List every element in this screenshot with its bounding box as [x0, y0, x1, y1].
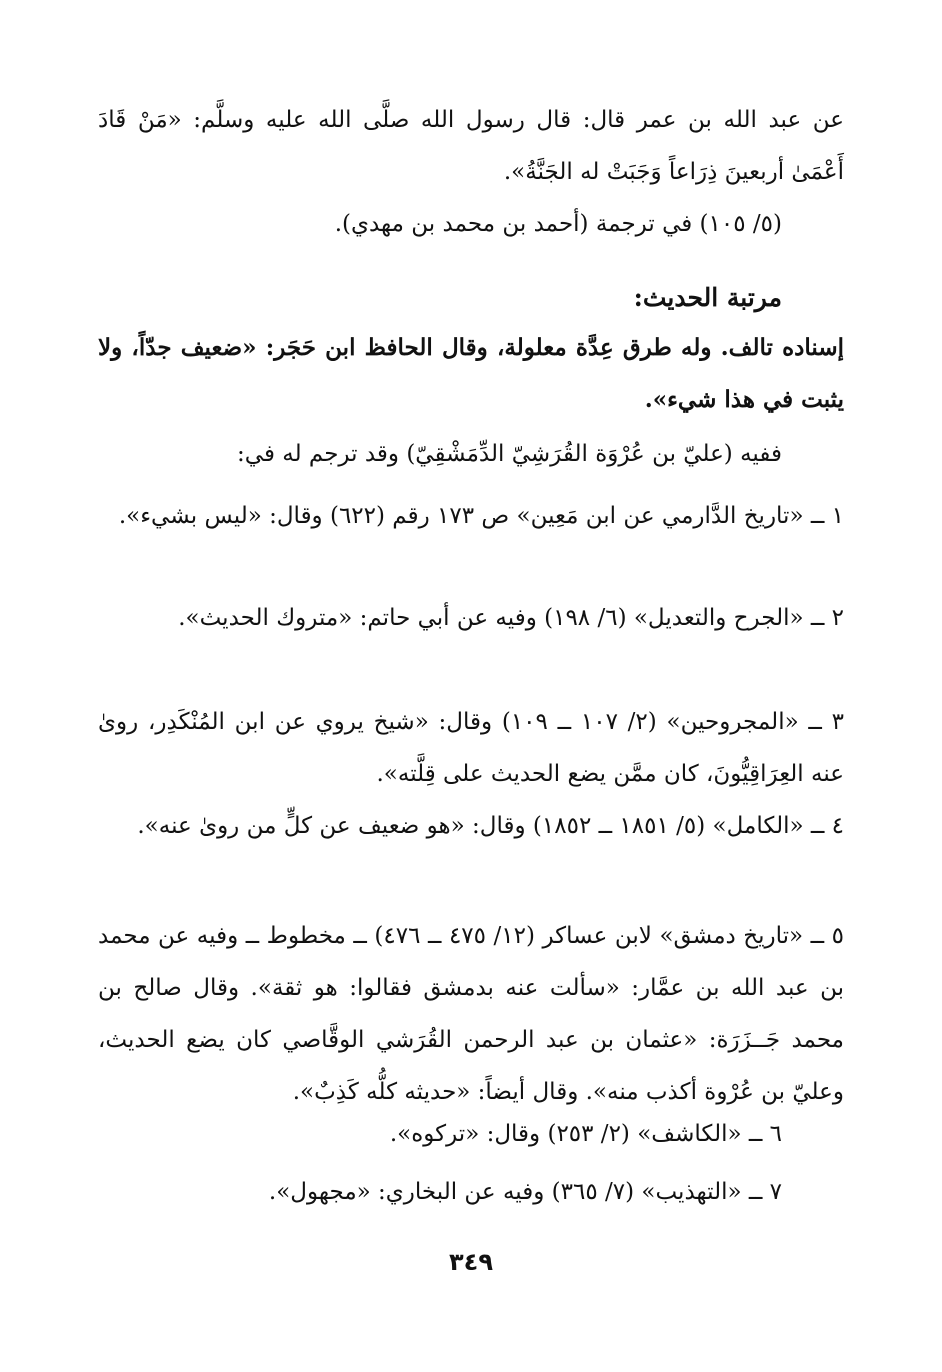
- hadith-text: عن عبد الله بن عمر قال: قال رسول الله صلَّى الله عليه وسلَّم: «مَنْ قَادَ أَعْمَىٰ أربعينَ ذِرَاعاً وَجَبَتْ له الجَنَّةُ».: [98, 107, 844, 185]
- page-number: ٣٤٩: [449, 1248, 493, 1276]
- section-heading: مرتبة الحديث:: [633, 283, 782, 312]
- list-item-5: ٥ ــ «تاريخ دمشق» لابن عساكر (١٢/ ٤٧٥ ــ ٤٧٦) ــ مخطوط ــ وفيه عن محمد بن عبد الله بن عمَّار: «سألت عنه بدمشق فقالوا: هو ثقة». وقال صالح بن محمد جَــزَرَة: «عثمان بن عبد الرحمن القُرَشي الوقَّاصي كان يضع الحديث، وعليّ بن عُرْوة أكذب منه». وقال أيضاً: «حديثه كلُّه كَذِبٌ».: [98, 923, 844, 1105]
- list-item-1: ١ ــ «تاريخ الدَّارمي عن ابن مَعِين» ص ١٧٣ رقم (٦٢٢) وقال: «ليس بشيء».: [118, 503, 844, 529]
- source-reference: (٥/ ١٠٥) في ترجمة (أحمد بن محمد بن مهدي).: [334, 211, 782, 237]
- narrator-intro: ففيه (عليّ بن عُرْوَة القُرَشِيّ الدِّمَشْقِيّ) وقد ترجم له في:: [237, 441, 782, 467]
- grading-paragraph: إسناده تالف. وله طرق عِدَّة معلولة، وقال الحافظ ابن حَجَر: «ضعيف جدّاً، ولا يثبت في هذا شيء».: [98, 334, 844, 413]
- list-item-6: ٦ ــ «الكاشف» (٢/ ٢٥٣) وقال: «تركوه».: [389, 1121, 782, 1147]
- list-item-4: ٤ ــ «الكامل» (٥/ ١٨٥١ ــ ١٨٥٢) وقال: «هو ضعيف عن كلٍّ من روىٰ عنه».: [137, 813, 844, 839]
- list-item-3: ٣ ــ «المجروحين» (٢/ ١٠٧ ــ ١٠٩) وقال: «شيخ يروي عن ابن المُنْكَدِر، روىٰ عنه العِرَاقِيُّونَ، كان ممَّن يضع الحديث على قِلَّته».: [98, 709, 844, 787]
- list-item-7: ٧ ــ «التهذيب» (٧/ ٣٦٥) وفيه عن البخاري: «مجهول».: [268, 1179, 782, 1205]
- list-item-2: ٢ ــ «الجرح والتعديل» (٦/ ١٩٨) وفيه عن أبي حاتم: «متروك الحديث».: [178, 605, 844, 631]
